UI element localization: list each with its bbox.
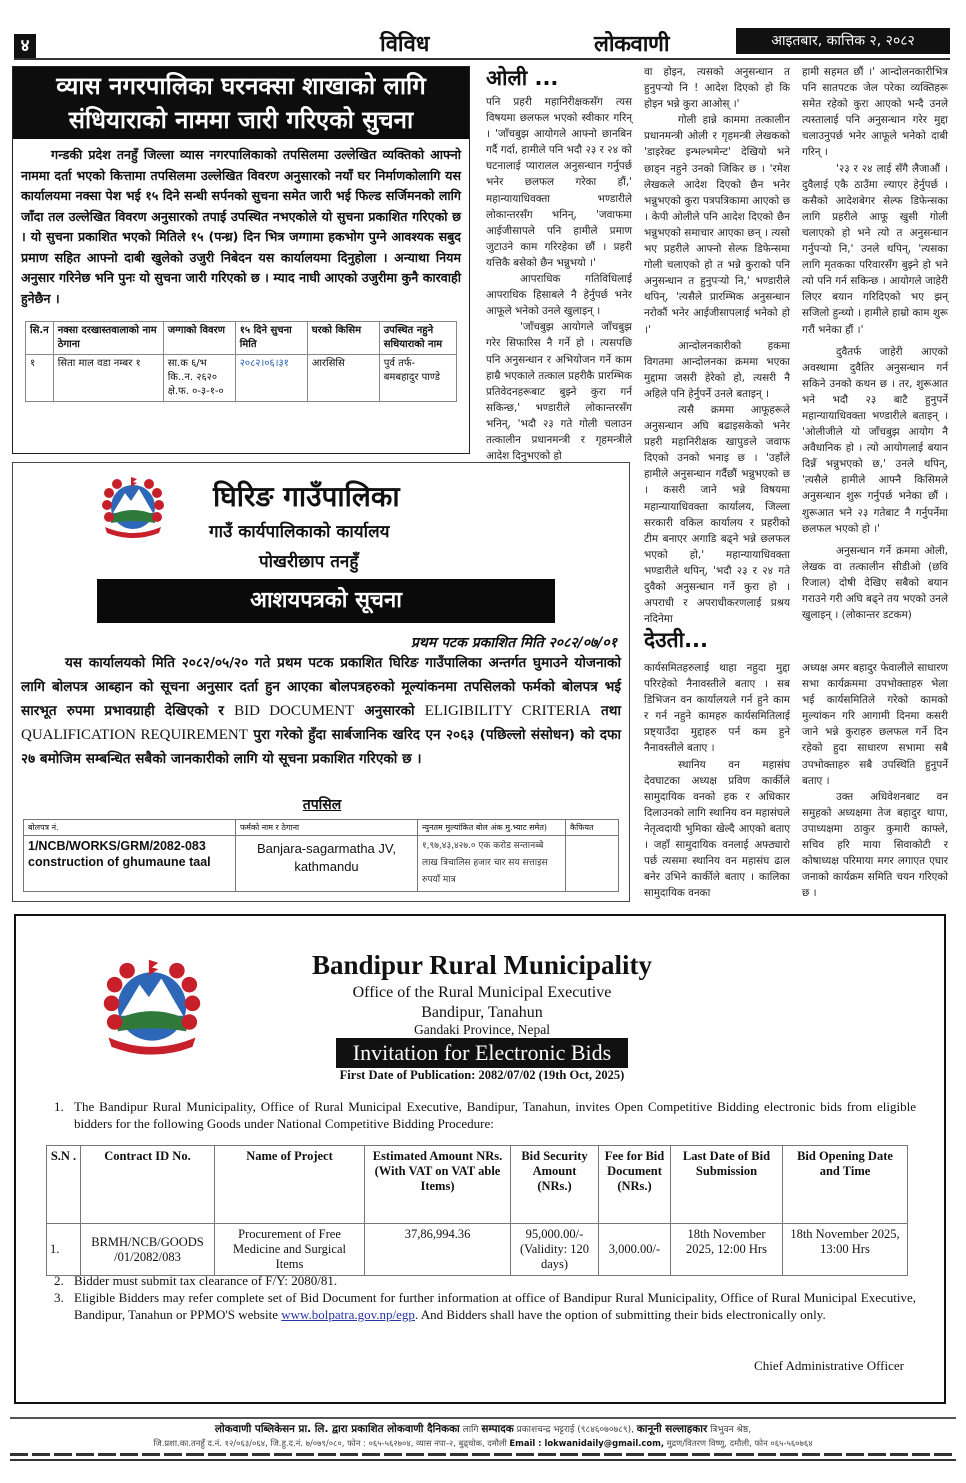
cell-bid-no <box>24 836 236 892</box>
article-deuti-col-1 <box>644 660 790 901</box>
cell-bid-security: 95,000.00/- (Validity: 120 days) <box>511 1224 599 1276</box>
ghiring-body <box>21 651 621 771</box>
clause-text-part: Eligible Bidders may refer complete set of Bid Document for further information at office of Bandipur Rural Municipality, Office of Rural Municipal Executive, Bandipur, Tanahun or PPMO'S website <box>74 1290 916 1322</box>
notice-title-line-1: व्यास नगरपालिका घरनक्सा शाखाको लागि <box>56 72 426 100</box>
cell-sn: 1. <box>47 1224 81 1276</box>
footer-imprint <box>0 1422 966 1436</box>
cell-last-date: 18th November 2025, 12:00 Hrs <box>671 1224 783 1276</box>
header-date: १५ दिने सुचना मिति <box>235 322 307 355</box>
header-neighbour: उपस्थित नहुने सधियाराको नाम <box>379 322 456 355</box>
paragraph: '२३ र २४ लाई सँगै लैजाऔं । दुवैलाई एकै ठाउँमा ल्याएर हेर्नुपर्छ । कसैको आदेशबेगर सेल्फ डिफेन्सका लागि प्रहरीले आफू खुसी गोली चलाएको हो भने त्यो त अनुसन्धान गर्नुपर्‍यो नि,' उनले थपिन्, 'त्यसका लागि मृतकका परिवारसँग बुझ्ने हो भने त्यो पनि गर्न सकिन्छ । आयोगले जाहेरी लिएर बयान गरिदिएको भए झन् सजिलो हुन्थ्यो । हामीले हाम्रो काम शुरू गरौं भनेका हौं ।' <box>802 162 948 336</box>
body-text: तथा <box>590 703 621 719</box>
header-remarks: कैफियत <box>566 820 619 836</box>
header-estimated-amount: Estimated Amount NRs. (With VAT on VAT able Items) <box>365 1146 511 1224</box>
bandipur-province: Gandaki Province, Nepal <box>413 1022 551 1037</box>
ghiring-rural-municipality-notice <box>12 462 630 902</box>
bolpatra-link[interactable]: www.bolpatra.gov.np/egp <box>281 1307 415 1322</box>
invitation-banner: Invitation for Electronic Bids <box>336 1038 628 1068</box>
body-text-en: BID DOCUMENT <box>234 703 355 719</box>
schedule-heading: तपसिल <box>302 797 342 813</box>
body-text-en: QUALIFICATION REQUIREMENT <box>21 727 248 743</box>
footer-rule-top <box>10 1417 956 1419</box>
imprint-text: लागि <box>459 1425 482 1435</box>
table-header-row <box>24 820 619 836</box>
footer-rule-bottom <box>10 1459 956 1461</box>
cell-fee: 3,000.00/- <box>599 1224 671 1276</box>
ghiring-title: घिरिङ गाउँपालिका <box>213 480 400 513</box>
header-opening-date: Bid Opening Date and Time <box>783 1146 908 1224</box>
article-oli-col-1 <box>486 94 632 464</box>
cell-opening-date: 18th November 2025, 13:00 Hrs <box>783 1224 908 1276</box>
notice-title <box>13 67 469 139</box>
body-text: अनुसारको <box>354 703 425 719</box>
clause-1 <box>54 1098 916 1132</box>
article-oli-col-2 <box>644 64 790 627</box>
table-row <box>47 1224 908 1276</box>
imprint-editor-label: सम्पादक <box>481 1423 514 1435</box>
clause-text <box>54 1289 916 1323</box>
paragraph: अनुसन्धान गर्ने क्रममा ओली, लेखक वा तत्कालीन सीडीओ (छवि रिजाल) दोषी देखिए सबैको बयान गराउने गरी अघि बढ्ने तय भएको उनले खुलाइन् । (लोकान्तर डटकम) <box>802 544 948 622</box>
first-publication-date: First Date of Publication: 2082/07/02 (19th Oct, 2025) <box>339 1068 625 1082</box>
imprint-legal-label: कानूनी सल्लाहकार <box>636 1423 708 1435</box>
registration-text: जि.प्रशा.का.तनहुँ द.नं. १२/०६३/०६४, जि.हु.द.नं. ७/०७९/०८०, फोन : ०६५-५६२७०४, व्यास नपा-२, बुढ्चोक, दमौली <box>153 1438 510 1448</box>
header-house-type: घरको किसिम <box>307 322 379 355</box>
footer-registration <box>0 1438 966 1449</box>
masthead <box>14 26 950 62</box>
imprint-editor: प्रकाशचन्द्र भट्टराई (९८४६०७०७८९), <box>513 1425 637 1435</box>
footer-email: Email : lokwanidaily@gmail.com, <box>509 1438 665 1448</box>
paragraph: त्यसै क्रममा आफूहरूले अनुसन्धान अघि बढाइसकेको भनेर प्रहरी महानिरीक्षक खापुङले जवाफ दिएको उनको भनाइ छ । 'उहाँले हामीले अनुसन्धान गर्दैछौं भन्नुभएको छ । कसरी जाने भन्ने विषयमा महान्यायाधिवक्ता कार्यालय, जिल्ला सरकारी वकिल कार्यालय र प्रहरीको टीम बनाएर अगाडि बढ्ने भन्ने छलफल भएको हो,' महान्यायाधिवक्ता भण्डारीले थपिन्, 'भदौ २३ र २४ गते दुवैको अनुसन्धान गर्ने कुरा हो । अपराधी र अपराधीकरणलाई प्रश्रय नदिनेमा <box>644 403 790 626</box>
header-last-date: Last Date of Bid Submission <box>671 1146 783 1224</box>
header-amount: न्युनतम मुल्यांकित बोल अंक मु.भ्याट समेत) <box>418 820 566 836</box>
imprint-publisher: लोकवाणी पब्लिकेसन प्रा. लि. द्वारा प्रकाशित लोकवाणी दैनिकका <box>214 1423 460 1435</box>
nepal-emblem-icon <box>97 475 169 541</box>
header-applicant: नक्सा दरखास्तवालाको नाम ठेगाना <box>53 322 163 355</box>
cell-estimated-amount: 37,86,994.36 <box>365 1224 511 1276</box>
cell-contract-id: BRMH/NCB/GOODS /01/2082/083 <box>81 1224 215 1276</box>
bid-result-table <box>23 819 619 892</box>
clause-number: 2. <box>54 1273 64 1288</box>
paragraph: कार्यसमितहरुलाई थाहा नहुदा मुद्दा परिरहेको नैनावस्तीले बताए । सब डिभिजन वन कार्यालयले गर्न हुने काम र गर्न नहुने कामहरु कार्यसमितिलाई प्रष्ट्याउँदा मुद्दाहरु पर्न कम हुने नैनावस्तीले बताए । <box>644 662 790 755</box>
cell-project: Procurement of Free Medicine and Surgical Items <box>215 1224 365 1276</box>
table-row <box>26 355 457 402</box>
paragraph: वा होइन, त्यसको अनुसन्धान त हुनुपर्‍यो नि ! आदेश दिएको हो कि होइन भन्ने कुरा आओस् ।' <box>644 66 790 111</box>
footer-dashed-rule <box>10 1453 956 1456</box>
bandipur-location: Bandipur, Tanahun <box>421 1004 543 1021</box>
notice-body: गन्डकी प्रदेश तनहुँ जिल्ला व्यास नगरपालिकाको तपसिलमा उल्लेखित व्यक्तिको आफ्नो नाममा दर्ता भएको कित्तामा तपसिलमा उल्लेखित विवरण अनुसारको नयाँ घर निर्माणकोलागि यस कार्यालयमा नक्सा पेश भई १५ दिने सन्धी सर्पनको सुचना समेत जारी भई फिल्ड सर्जिमनको लागि जाँदा तल उल्लेखित विवरण अनुसारको तपाई उपस्थित नभएकोले यो सुचना प्रकाशित गरिएको छ । यो सुचना प्रकाशित भएको मितिले १५ (पन्ध्र) दिन भित्र जग्गामा हकभोग पुग्ने आवश्यक सबुद प्रमाण सहित आफ्नो दाबी खुलेको उजुरी निबेदन यस कार्यालयमा दिनुहोला । अन्याथा नियम अनुसार गरिनेछ भनि पुनः यो सुचना जारी गरिएको छ । म्याद नाघी आएको उजुरीमा कुनै कारवाही हुनेछैन । <box>21 147 461 306</box>
notice-title-line-2: संधियाराको नाममा जारी गरिएको सुचना <box>68 106 414 134</box>
cell-firm: Banjara-sagarmatha JV, kathmandu <box>236 836 418 892</box>
header-contract-id: Contract ID No. <box>81 1146 215 1224</box>
body-text-en: ELIGIBILITY CRITERIA <box>424 703 591 719</box>
header-sn: सि.न <box>26 322 54 355</box>
table-header-row <box>26 322 457 355</box>
header-land: जग्गाको विवरण <box>163 322 235 355</box>
publication-date: प्रथम पटक प्रकाशित मिति २०८२/०७/०१ <box>410 635 617 651</box>
notice-table <box>25 321 457 402</box>
article-oli-heading: ओली ... <box>486 66 559 90</box>
ghiring-location: पोखरीछाप तनहुँ <box>259 552 359 572</box>
paragraph: पनि प्रहरी महानिरीक्षकसँग त्यस विषयमा छलफल भएको स्वीकार गरिन् । 'जाँचबुझ आयोगले आफ्नो छानबिन गर्दै गर्दा, हामीले पनि भदौ २३ र २४ को घटनालाई प्यारालल अनुसन्धान गर्नुपर्छ भनेर छलफल गरेका हौं,' महान्यायाधिवक्ता भण्डारीले लोकान्तरसँग भनिन्, 'जवाफमा आईजीसापले पनि हामीले प्रमाण जुटाउने काम गरिरहेका छौं । प्रहरी यत्तिकै बसेको छैन भन्नुभयो ।' <box>486 96 632 269</box>
clause-3 <box>54 1289 916 1323</box>
masthead-rule <box>14 58 950 60</box>
header-bid-no: बोलपत्र नं. <box>24 820 236 836</box>
header-sn: S.N . <box>47 1146 81 1224</box>
cell-land: सा.क ६/भ कि..न. २६२० क्षे.फ. ०-३-१-० <box>163 355 235 402</box>
clause-text-part: . And Bidders shall have the option of submitting their bids electronically only. <box>414 1307 826 1322</box>
bandipur-title: Bandipur Rural Municipality <box>311 950 653 980</box>
table-header-row <box>47 1146 908 1224</box>
paragraph: हामी सहमत छौं ।' आन्दोलनकारीभित्र पनि सातपटक जेल परेका व्यक्तिहरू समेत रहेको कुरा आएको भन्दै उनले त्यस्तालाई पनि अनुसन्धान गरेर मुद्दा चलाउनुपर्छ भनेर आफूले भनेको दाबी गरिन् । <box>802 66 948 159</box>
clause-number: 1. <box>54 1099 64 1114</box>
article-deuti-heading: देउती... <box>644 628 709 652</box>
section-title: विविध <box>380 32 430 57</box>
clause-2 <box>54 1272 916 1289</box>
imprint-legal: त्रिभुवन श्रेष्ठ, <box>707 1425 752 1435</box>
paragraph: स्थानिय वन महासंघ देवघाटका अध्यक्ष प्रविण कार्कीले सामुदायिक वनको हक र अधिकार दिलाउनको लागि स्थानिय वन महासंघले नेतृत्वदायी भुमिका खेल्दै आएको बताए । जहाँ सामुदायिक वनलाई अफ्ठ्यारो पर्छ त्यसमा स्थानिय वन महासंघ ढाल बनेर उभिने कार्कीले बताए । कालिका सामुदायिक वनका <box>644 758 790 900</box>
ghiring-office: गाउँ कार्यपालिकाको कार्यालय <box>209 522 390 542</box>
cell-applicant: सिता माल वडा नम्बर १ <box>53 355 163 402</box>
clause-text: Bidder must submit tax clearance of F/Y: 2080/81. <box>74 1273 338 1288</box>
issue-date: आइतबार, कात्तिक २, २०८२ <box>736 28 950 54</box>
newspaper-name: लोकवाणी <box>594 32 670 57</box>
paragraph: दुवैतर्फ जाहेरी आएको अवस्थामा दुवैतिर अनुसन्धान गर्न सकिने उनको कथन छ । तर, शुरूआत भने भदौ २३ बाटै हुनुपर्ने महान्यायाधिवक्ता भण्डारीले बताइन् । 'ओलीजीले यो जाँचबुझ आयोग नै अवैधानिक हो । त्यो आयोगलाई बयान दिन्नँ भन्नुभएको छ,' उनले थपिन्, 'त्यसैले हामीले आफ्नै किसिमले अनुसन्धान शुरू गर्नुपर्छ भनेका छौं । शुरूआत भने २३ गतेबाट नै गर्नुपर्नेमा छलफल भएको हो ।' <box>802 345 948 535</box>
page-number: ४ <box>14 34 36 58</box>
header-firm: फर्मको नाम र ठेगाना <box>236 820 418 836</box>
cell-neighbour: पुर्व तर्फ- बमबहादुर पाण्डे <box>379 355 456 402</box>
cell-house-type: आरसिसि <box>307 355 379 402</box>
bandipur-bid-notice <box>14 914 946 1404</box>
header-fee: Fee for Bid Document (NRs.) <box>599 1146 671 1224</box>
printer-text: मुद्रण/वितरण विष्णु, दमौली, फोन ०६५-५६०७६४ <box>664 1438 813 1448</box>
letter-of-intent-banner: आशयपत्रको सूचना <box>97 579 555 623</box>
body-text: यस कार्यालयको मिति २०८२/०५/२० गते प्रथम पटक प्रकाशित घिरिङ गाउँपालिका अन्तर्गत घुमाउने योजनाको लागि बोलपत्र आब्हान को सूचना अनुसार दर्ता हुन आएका बोलपत्रहरुको मूल्यांकनमा तपसिलको फर्मको बोलपत्र भई सारभूत रुपमा प्रभावग्राही देखिएको र <box>21 655 621 719</box>
bandipur-office: Office of the Rural Municipal Executive <box>352 984 612 1001</box>
paragraph: आन्दोलनकारीको हकमा विगतमा आन्दोलनका क्रममा भएका मुद्दामा जसरी हेरेको हो, त्यसरी नै अहिले पनि हेर्नुपर्ने उनले बताइन् । <box>644 339 790 400</box>
bid-table <box>46 1145 908 1276</box>
clause-number: 3. <box>54 1290 64 1305</box>
header-bid-security: Bid Security Amount (NRs.) <box>511 1146 599 1224</box>
paragraph: आपराधिक गतिविधिलाई आपराधिक हिसाबले नै हेर्नुपर्छ भनेर आफूले भनेको उनले खुलाइन् । <box>486 273 632 318</box>
paragraph: अध्यक्ष अमर बहादुर फेवालीले साधारण सभा कार्यक्रममा उपभोक्ताहरु भेला भई कार्यसमितिले गरेको कामको मुल्यांकन गरि आगामी दिनमा कसरी जाने भन्ने कुराहरु छलफल गर्ने दिन रहेको हुदा साधारण सभामा सबै उपभोक्ताहरु सबै उपस्थिति हुनुपर्ने बताए । <box>802 662 948 787</box>
article-oli-col-3 <box>802 64 948 623</box>
cell-date: २०८२।०६।३१ <box>235 355 307 402</box>
bid-description: construction of ghumaune taal <box>28 855 211 869</box>
paragraph: गोली हान्ने काममा तत्कालीन प्रधानमन्त्री ओली र गृहमन्त्री लेखकको 'डाइरेक्ट इन्भल्भमेन्ट' देखियो भने छाड्न नहुने उनको जिकिर छ । 'रमेश लेखकले आदेश दिएको छैन भनेर भन्नुभएको कुरा पत्रपत्रिकामा आएको छ । केपी ओलीले पनि आदेश दिएको छैन भन्नुभएको समाचार आएका छन् । त्यसो भए प्रहरीले आफ्नो सेल्फ डिफेन्समा गोली चलाएको हो त भन्ने कुराको पनि अनुसन्धान त हुनुपर्‍यो नि,' भण्डारीले थपिन्, 'त्यसैले प्रारम्भिक अनुसन्धान नरोकौं भनेर आईजीसापलाई भनेको हो ।' <box>644 114 790 336</box>
bid-number: 1/NCB/WORKS/GRM/2082-083 <box>28 839 206 853</box>
body-text: पुरा गरेको हुँदा सार्बजानिक खरिद एन २०६३ (पछिल्लो संसोधन) को दफा २७ बमोजिम सम्बन्धित सबैको जानकारीको लागि यो सूचना प्रकाशित गरिएको छ । <box>21 727 621 767</box>
cell-amount: १,९७,४३,४२७.० एक करोड सन्तानब्बे लाख त्रिचालिस हजार चार सय सत्ताइस रुपयाँ मात्र <box>418 836 566 892</box>
paragraph: उक्त अधिवेशनबाट वन समुहको अध्यक्षमा तेज बहादुर थापा, उपाध्यक्षमा ठाकुर कुमारी काफ्ले, सचिव हरि माया सिवाकोटी र कोषाध्यक्ष परिमाया मगर लगाएत एघार जनाको कार्यक्रम समिति चयन गरिएको छ । <box>802 790 948 900</box>
paragraph: 'जाँचबुझ आयोगले जाँचबुझ गरेर सिफारिस नै गर्ने हो । त्यसपछि पनि अनुसन्धान र अभियोजन गर्ने काम हाम्रै भएकाले तत्काल प्रहरीकै प्रारम्भिक प्रतिवेदनहरूबाट बुझ्ने कुरा गर्न सकिन्छ,' भण्डारीले लोकान्तरसँग भनिन्, 'भदौ २३ गते गोली चलाउन तत्कालीन प्रधानमन्त्री र गृहमन्त्रीले आदेश दिनुभएको हो <box>486 321 632 463</box>
cell-sn: १ <box>26 355 54 402</box>
clause-text: The Bandipur Rural Municipality, Office of Rural Municipal Executive, Bandipur, Tanahun, invites Open Competitive Bidding electronic bids from eligible bidders for the following Goods under National Competitive Bidding Procedure: <box>74 1099 916 1131</box>
cell-remarks <box>566 836 619 892</box>
article-deuti-col-2 <box>802 660 948 901</box>
signatory: Chief Administrative Officer <box>754 1358 904 1373</box>
table-row <box>24 836 619 892</box>
vyas-municipality-notice <box>12 66 470 454</box>
header-project: Name of Project <box>215 1146 365 1224</box>
